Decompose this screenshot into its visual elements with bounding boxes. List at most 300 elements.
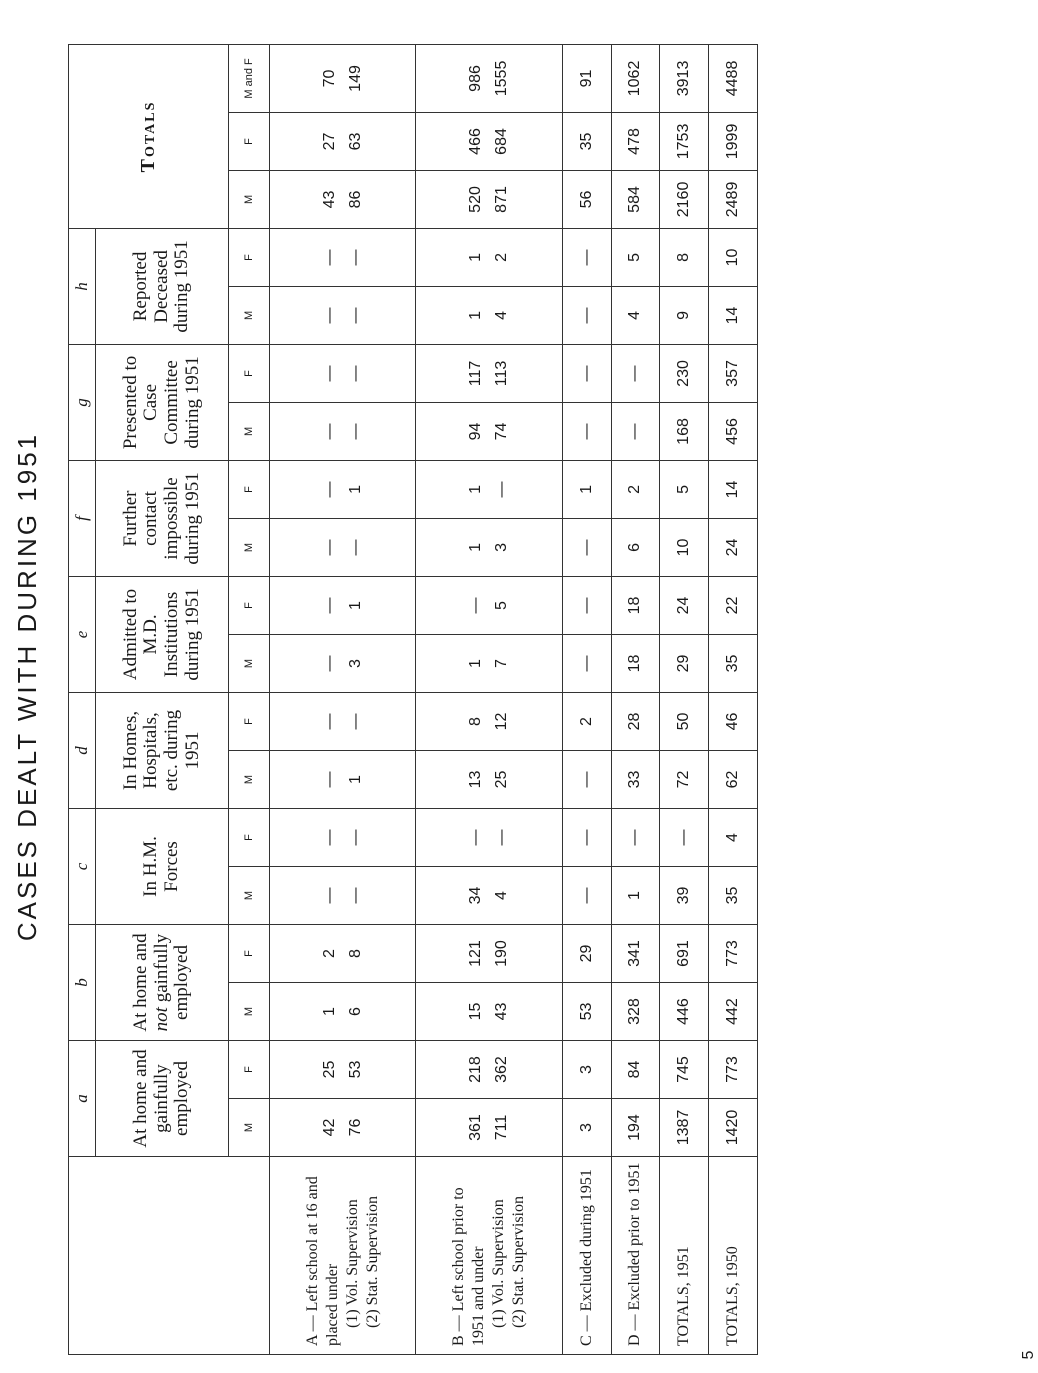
table-cell [416, 286, 562, 344]
table-cell [611, 576, 660, 634]
table-row [660, 44, 709, 1354]
totals-sex-header-mf: M and F [229, 44, 270, 112]
table-cell [660, 983, 709, 1041]
row-category-line: A — Left school at 16 and placed under [303, 1176, 341, 1346]
table-row [416, 44, 562, 1354]
cell-value: — [577, 249, 595, 266]
cell-value: — [320, 307, 338, 324]
cell-value: 1 [626, 891, 644, 900]
cell-value: 2 [577, 717, 595, 726]
cell-value: 1999 [724, 123, 742, 160]
table-cell [416, 344, 562, 402]
letter-row [69, 44, 96, 1354]
cell-value: 1 [346, 601, 364, 610]
cell-value: — [346, 249, 364, 266]
cell-value: 4 [493, 891, 511, 900]
cell-value: — [320, 655, 338, 672]
table-cell [416, 576, 562, 634]
row-category-line: TOTALS, 1951 [675, 1246, 693, 1346]
row-category [660, 1157, 709, 1355]
table-cell [611, 170, 660, 228]
cell-value: 56 [577, 190, 595, 209]
sex-header-m: M [229, 402, 270, 460]
cell-value: 1753 [675, 123, 693, 160]
cell-value: 53 [346, 1060, 364, 1079]
cell-value: 1420 [724, 1109, 742, 1146]
table-cell [611, 460, 660, 518]
cell-value: 1 [467, 543, 485, 552]
cell-value: 1062 [626, 60, 644, 97]
table-cell [562, 1099, 611, 1157]
cell-value: 871 [493, 186, 511, 213]
cell-value: 74 [493, 422, 511, 441]
cell-value: 72 [675, 770, 693, 789]
table-cell [270, 44, 416, 112]
cell-value: — [577, 539, 595, 556]
table-cell [611, 692, 660, 750]
table-cell [611, 518, 660, 576]
cell-value: — [346, 307, 364, 324]
sex-header-m: M [229, 750, 270, 808]
table-cell [416, 692, 562, 750]
cell-value: — [346, 365, 364, 382]
cell-value: 10 [724, 248, 742, 267]
table-cell [660, 518, 709, 576]
cell-value: 357 [724, 360, 742, 387]
cell-value: — [346, 887, 364, 904]
cell-value: 230 [675, 360, 693, 387]
table-cell [562, 983, 611, 1041]
cell-value: 18 [626, 654, 644, 673]
cell-value: 466 [467, 128, 485, 155]
table-cell [270, 925, 416, 983]
cell-value: 4 [626, 311, 644, 320]
cell-value: 194 [626, 1114, 644, 1141]
table-cell [562, 634, 611, 692]
cell-value: 14 [724, 480, 742, 499]
table-cell [416, 228, 562, 286]
category-header-blank [69, 1157, 270, 1355]
table-cell [709, 983, 758, 1041]
table-cell [709, 170, 758, 228]
table-cell [660, 692, 709, 750]
table-cell [709, 228, 758, 286]
cell-value: 6 [346, 1007, 364, 1016]
cell-value: — [320, 365, 338, 382]
table-cell [660, 460, 709, 518]
cell-value: 168 [675, 418, 693, 445]
cell-value: — [577, 423, 595, 440]
sex-header-f: F [229, 925, 270, 983]
cell-value: 584 [626, 186, 644, 213]
table-cell [416, 867, 562, 925]
table-cell [709, 44, 758, 112]
table-cell [660, 576, 709, 634]
table-cell [416, 750, 562, 808]
cell-value: 46 [724, 712, 742, 731]
table-cell [562, 344, 611, 402]
cell-value: — [626, 829, 644, 846]
cell-value: 1 [320, 1007, 338, 1016]
cell-value: 5 [626, 253, 644, 262]
row-category-line: (1) Vol. Supervision [343, 1199, 361, 1328]
cell-value: — [577, 307, 595, 324]
cell-value: 4 [493, 311, 511, 320]
sex-header-f: F [229, 344, 270, 402]
cell-value: 520 [467, 186, 485, 213]
cell-value: 25 [493, 770, 511, 789]
table-cell [562, 867, 611, 925]
table-cell [270, 402, 416, 460]
group-header-further-contact: Further contact impossible during 1951 [96, 460, 229, 576]
table-cell [270, 170, 416, 228]
table-cell [270, 867, 416, 925]
table-cell [416, 170, 562, 228]
sex-header-m: M [229, 1099, 270, 1157]
table-cell [611, 808, 660, 866]
cell-value: 34 [467, 886, 485, 905]
table-cell [270, 692, 416, 750]
row-category-line: (1) Vol. Supervision [490, 1199, 508, 1328]
cell-value: 113 [493, 360, 511, 387]
sex-header-m: M [229, 867, 270, 925]
cell-value: — [346, 539, 364, 556]
sex-header-f: F [229, 228, 270, 286]
row-category [270, 1157, 416, 1355]
table-cell [270, 228, 416, 286]
table-cell [270, 634, 416, 692]
cell-value: 362 [493, 1056, 511, 1083]
cell-value: 35 [724, 654, 742, 673]
sex-header-m: M [229, 518, 270, 576]
table-cell [660, 1099, 709, 1157]
cell-value: 2160 [675, 181, 693, 218]
sex-header-f: F [229, 1041, 270, 1099]
letter-c: c [69, 808, 96, 924]
table-row [562, 44, 611, 1354]
row-category-line: TOTALS, 1950 [724, 1246, 742, 1346]
cell-value: — [320, 481, 338, 498]
cell-value: 1 [467, 659, 485, 668]
table-cell [270, 750, 416, 808]
cell-value: 42 [320, 1118, 338, 1137]
cell-value: 84 [626, 1060, 644, 1079]
table-cell [562, 460, 611, 518]
table-title: CASES DEALT WITH DURING 1951 [12, 431, 42, 942]
table-cell [562, 228, 611, 286]
row-category-line: C — Excluded during 1951 [577, 1169, 595, 1346]
sex-header-f: F [229, 460, 270, 518]
table-cell [270, 344, 416, 402]
cell-value: 53 [577, 1002, 595, 1021]
table-header [69, 44, 270, 1354]
cell-value: 4 [724, 833, 742, 842]
table-row [611, 44, 660, 1354]
table-cell [562, 576, 611, 634]
cell-value: — [320, 771, 338, 788]
cell-value: — [320, 249, 338, 266]
cell-value: 3 [577, 1065, 595, 1074]
row-category [562, 1157, 611, 1355]
cell-value: 9 [675, 311, 693, 320]
cell-value: 29 [675, 654, 693, 673]
table-cell [709, 692, 758, 750]
cell-value: 1 [346, 485, 364, 494]
cell-value: 5 [493, 601, 511, 610]
cell-value: 70 [320, 69, 338, 88]
cell-value: 8 [467, 717, 485, 726]
table-cell [562, 808, 611, 866]
group-header-case-committee: Presented to Case Committee during 1951 [96, 344, 229, 460]
cell-value: 6 [626, 543, 644, 552]
table-cell [611, 925, 660, 983]
cell-value: 1555 [493, 60, 511, 97]
totals-header: Totals [69, 44, 229, 228]
cases-table [68, 44, 758, 1355]
cell-value: 456 [724, 418, 742, 445]
group-header-md-institutions: Admitted to M.D. Institutions during 1951 [96, 576, 229, 692]
cell-value: — [577, 771, 595, 788]
group-header-forces: In H.M. Forces [96, 808, 229, 924]
cell-value: 35 [724, 886, 742, 905]
cell-value: 1 [467, 485, 485, 494]
cell-value: — [577, 597, 595, 614]
table-cell [416, 634, 562, 692]
row-category-line: B — Left school prior to 1951 and under [450, 1187, 488, 1346]
table-row [270, 44, 416, 1354]
table-cell [660, 112, 709, 170]
table-cell [660, 867, 709, 925]
cell-value: — [320, 597, 338, 614]
cell-value: 341 [626, 940, 644, 967]
cell-value: 8 [346, 949, 364, 958]
table-cell [660, 634, 709, 692]
sex-header-f: F [229, 692, 270, 750]
group-header-employed: At home and gainfully employed [96, 1041, 229, 1157]
cell-value: 86 [346, 190, 364, 209]
table-cell [660, 808, 709, 866]
cell-value: 773 [724, 1056, 742, 1083]
cell-value: 745 [675, 1056, 693, 1083]
cell-value: 35 [577, 132, 595, 151]
cell-value: 18 [626, 596, 644, 615]
table-cell [270, 1041, 416, 1099]
cell-value: 1 [346, 775, 364, 784]
cell-value: — [346, 423, 364, 440]
table-cell [709, 750, 758, 808]
table-cell [562, 402, 611, 460]
cell-value: — [320, 713, 338, 730]
table-cell [611, 228, 660, 286]
table-cell [709, 402, 758, 460]
table-cell [416, 808, 562, 866]
group-header-homes-hospitals: In Homes, Hospitals, etc. during 1951 [96, 692, 229, 808]
cell-value: — [320, 887, 338, 904]
table-cell [660, 170, 709, 228]
cell-value: — [493, 829, 511, 846]
table-cell [416, 983, 562, 1041]
table-cell [611, 1099, 660, 1157]
row-category [709, 1157, 758, 1355]
cell-value: 91 [577, 69, 595, 88]
letter-g: g [69, 344, 96, 460]
cell-value: 43 [320, 190, 338, 209]
cell-value: 711 [493, 1114, 511, 1141]
cell-value: 1 [577, 485, 595, 494]
table-cell [611, 112, 660, 170]
table-cell [416, 518, 562, 576]
table-cell [416, 1099, 562, 1157]
cell-value: — [675, 829, 693, 846]
table-cell [709, 634, 758, 692]
table-cell [709, 112, 758, 170]
table-cell [270, 518, 416, 576]
cell-value: 27 [320, 132, 338, 151]
letter-e: e [69, 576, 96, 692]
cell-value: 7 [493, 659, 511, 668]
cell-value: 62 [724, 770, 742, 789]
cell-value: 2 [626, 485, 644, 494]
table-cell [562, 112, 611, 170]
letter-h: h [69, 228, 96, 344]
cell-value: — [493, 481, 511, 498]
table-cell [611, 402, 660, 460]
table-cell [660, 925, 709, 983]
cell-value: 361 [467, 1114, 485, 1141]
row-category-line: (2) Stat. Supervision [363, 1196, 381, 1328]
cell-value: 328 [626, 998, 644, 1025]
cell-value: 24 [724, 538, 742, 557]
group-header-not-employed: At home and not gainfully employed [96, 925, 229, 1041]
cell-value: 691 [675, 940, 693, 967]
table-cell [416, 925, 562, 983]
cell-value: 43 [493, 1002, 511, 1021]
cell-value: 39 [675, 886, 693, 905]
table-cell [611, 44, 660, 112]
table-cell [660, 228, 709, 286]
table-cell [660, 750, 709, 808]
cell-value: 76 [346, 1118, 364, 1137]
cell-value: 218 [467, 1056, 485, 1083]
cell-value: 50 [675, 712, 693, 731]
cell-value: — [626, 423, 644, 440]
cell-value: 29 [577, 944, 595, 963]
table-cell [416, 402, 562, 460]
cell-value: — [346, 829, 364, 846]
cell-value: 1 [467, 253, 485, 262]
totals-sex-header-f: F [229, 112, 270, 170]
table-cell [660, 44, 709, 112]
cell-value: 24 [675, 596, 693, 615]
cell-value: — [577, 655, 595, 672]
cell-value: — [467, 597, 485, 614]
cell-value: 28 [626, 712, 644, 731]
cell-value: — [626, 365, 644, 382]
page-number: 5 [1020, 1350, 1037, 1360]
cell-value: 1387 [675, 1109, 693, 1146]
sex-header-f: F [229, 808, 270, 866]
cell-value: 3913 [675, 60, 693, 97]
table-cell [562, 925, 611, 983]
cell-value: 121 [467, 940, 485, 967]
table-cell [660, 402, 709, 460]
table-cell [660, 1041, 709, 1099]
cell-value: 478 [626, 128, 644, 155]
cell-value: — [467, 829, 485, 846]
cell-value: — [320, 423, 338, 440]
table-cell [270, 576, 416, 634]
cell-value: 5 [675, 485, 693, 494]
row-category [416, 1157, 562, 1355]
table-cell [660, 344, 709, 402]
cell-value: 442 [724, 998, 742, 1025]
letter-d: d [69, 692, 96, 808]
cell-value: — [346, 713, 364, 730]
cell-value: 773 [724, 940, 742, 967]
cell-value: 2 [493, 253, 511, 262]
cell-value: — [320, 829, 338, 846]
table-cell [709, 808, 758, 866]
letter-b: b [69, 925, 96, 1041]
table-row [709, 44, 758, 1354]
cell-value: 33 [626, 770, 644, 789]
table-cell [709, 518, 758, 576]
cell-value: — [577, 365, 595, 382]
cell-value: 1 [467, 311, 485, 320]
sex-header-m: M [229, 286, 270, 344]
table-cell [709, 1041, 758, 1099]
cell-value: 14 [724, 306, 742, 325]
cell-value: 446 [675, 998, 693, 1025]
table-cell [416, 460, 562, 518]
table-cell [562, 44, 611, 112]
table-cell [709, 286, 758, 344]
row-category-line: (2) Stat. Supervision [510, 1196, 528, 1328]
table-cell [416, 1041, 562, 1099]
cell-value: 15 [467, 1002, 485, 1021]
table-cell [270, 983, 416, 1041]
cell-value: 12 [493, 712, 511, 731]
table-cell [611, 867, 660, 925]
table-cell [562, 286, 611, 344]
cell-value: 986 [467, 65, 485, 92]
table-cell [270, 286, 416, 344]
cell-value: 94 [467, 422, 485, 441]
cell-value: — [320, 539, 338, 556]
group-header-deceased: Reported Deceased during 1951 [96, 228, 229, 344]
table-cell [270, 112, 416, 170]
table-cell [709, 460, 758, 518]
table-cell [709, 344, 758, 402]
table-cell [611, 1041, 660, 1099]
sex-header-f: F [229, 576, 270, 634]
letter-f: f [69, 460, 96, 576]
table-cell [416, 44, 562, 112]
cell-value: 117 [467, 360, 485, 387]
table-cell [416, 112, 562, 170]
table-cell [270, 460, 416, 518]
totals-sex-header-m: M [229, 170, 270, 228]
row-category-line: D — Excluded prior to 1951 [626, 1162, 644, 1346]
sex-header-m: M [229, 634, 270, 692]
table-cell [611, 286, 660, 344]
cell-value: 190 [493, 940, 511, 967]
table-cell [709, 925, 758, 983]
cell-value: 3 [346, 659, 364, 668]
cell-value: 63 [346, 132, 364, 151]
cell-value: 25 [320, 1060, 338, 1079]
table-cell [562, 750, 611, 808]
